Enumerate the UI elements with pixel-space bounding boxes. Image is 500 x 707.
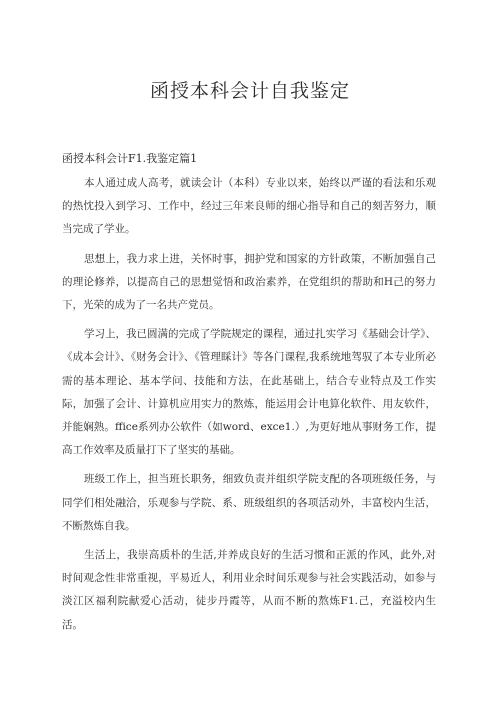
document-title: 函授本科会计自我鉴定 — [149, 80, 350, 102]
paragraph-study: 学习上，我已圆满的完成了学院规定的课程，通过扎实学习《基础会计学》、《成本会计》、《财务会计》、《管理睬计》等各门课程,我系统地驾驭了本专业所必需的基本理论、基本学问、技能和方法，在此基础上，结合专业特点及工作实际，加强了会计、计算机应用实力的熬炼，能运用会计电算化软件、用友软件，并能娴熟。ffice系列办公软件（如word、exce1.）,为更好地从事财务工作，提高工作效率及质量打下了坚实的基础。 — [62, 328, 436, 457]
paragraph-thought: 思想上，我力求上进，关怀时事，拥护党和国家的方针政策，不断加强自己的理论修养，以提高自己的思想觉悟和政治素养，在党组织的帮助和H己的努力下，光荣的成为了一名共产党员。 — [62, 252, 436, 312]
paragraph-life: 生活上，我崇高质朴的生活,并养成良好的生活习惯和正派的作风，此外,对时间观念性非常重视，平易近人，利用业余时间乐观参与社会实践活动，如参与淡江区福利院献爱心活动，徒步丹霞等，从而不断的熬炼F1.己，充溢校内生活。 — [62, 549, 436, 631]
paragraph-intro: 本人通过成人高考，就读会计（本科）专业以来，始终以严谨的看法和乐观的热忱投入到学习、工作中，经过三年来良师的细心指导和自己的刻苦努力，顺当完成了学业。 — [62, 177, 436, 236]
paragraph-class-work: 班级工作上，担当班长职务，细致负责并组织学院支配的各项班级任务，与同学们相处融洽，乐观参与学院、系、班级组织的各项活动外，丰富校内生活，不断熬炼自我。 — [62, 473, 436, 532]
document-subtitle: 函授本科会计F1.我鉴定篇1 — [62, 152, 198, 165]
document-body — [62, 172, 436, 643]
